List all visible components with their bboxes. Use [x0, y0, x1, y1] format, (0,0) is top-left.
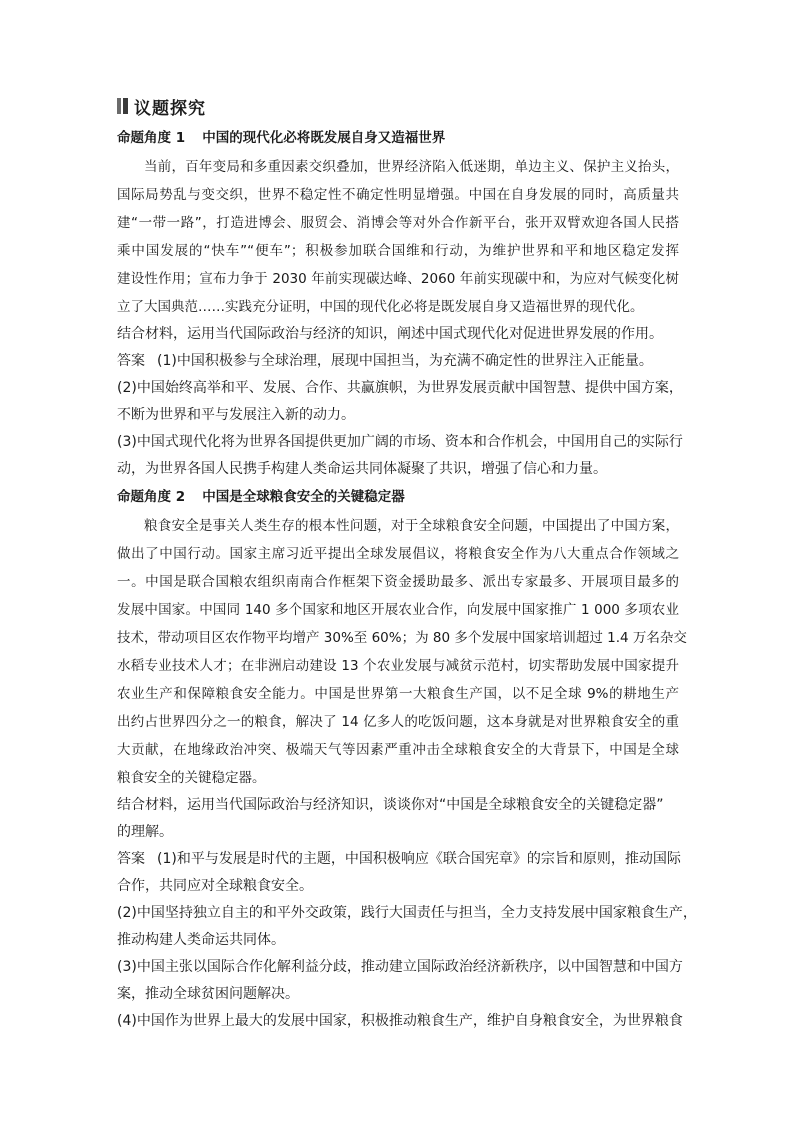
- topic-material: [117, 153, 679, 321]
- answer-line: (3)中国主张以国际合作化解利益分歧，推动建立国际政治经济新秩序，以中国智慧和中国方: [117, 959, 683, 975]
- material-line: 建“一带一路”，打造进博会、服贸会、消博会等对外合作新平台，张开双臂欢迎各国人民搭: [117, 215, 679, 231]
- question-text: 结合材料，运用当代国际政治与经济的知识，阐述中国式现代化对促进世界发展的作用。: [117, 326, 663, 342]
- answer-line: [117, 846, 679, 873]
- material-line: 粮食安全是事关人类生存的根本性问题，对于全球粮食安全问题，中国提出了中国方案，: [144, 518, 679, 534]
- answer-block: [117, 846, 697, 1035]
- material-line: 立了大国典范……实践充分证明，中国的现代化必将是既发展自身又造福世界的现代化。: [117, 299, 644, 315]
- topic-title: 中国是全球粮食安全的关键稳定器: [202, 489, 405, 505]
- topic-heading: [117, 483, 679, 512]
- material-line: 出约占世界四分之一的粮食，解决了 14 亿多人的吃饭问题，这本身就是对世界粮食安全的重: [117, 714, 679, 730]
- material-line: 做出了中国行动。国家主席习近平提出全球发展倡议，将粮食安全作为八大重点合作领域之: [117, 546, 679, 562]
- answer-text: (1)中国积极参与全球治理，展现中国担当，为充满不确定性的世界注入正能量。: [157, 353, 653, 369]
- content-body: [117, 124, 697, 1035]
- section-title: 议题探究: [134, 98, 206, 119]
- answer-line: 合作，共同应对全球粮食安全。: [117, 878, 313, 894]
- topic-title: 中国的现代化必将既发展自身又造福世界: [202, 130, 446, 146]
- topic-material: [117, 512, 687, 792]
- section-bar-icon: [117, 98, 128, 114]
- answer-line: (3)中国式现代化将为世界各国提供更加广阔的市场、资本和合作机会，中国用自己的实际行: [117, 434, 683, 450]
- answer-label: 答案: [117, 851, 145, 867]
- topic-label: 命题角度 2: [117, 489, 186, 505]
- question-text: 结合材料，运用当代国际政治与经济知识，谈谈你对“中国是全球粮食安全的关键稳定器”: [117, 797, 664, 813]
- material-line: 当前，百年变局和多重因素交织叠加，世界经济陷入低迷期，单边主义、保护主义抬头，: [144, 159, 679, 175]
- answer-line: [117, 348, 679, 375]
- answer-label: 答案: [117, 353, 145, 369]
- topic-heading: [117, 124, 679, 153]
- topic-label: 命题角度 1: [117, 130, 186, 146]
- answer-text: (1)和平与发展是时代的主题，中国积极响应《联合国宪章》的宗旨和原则，推动国际: [157, 851, 681, 867]
- material-line: 发展中国家。中国同 140 多个国家和地区开展农业合作，向发展中国家推广 1 000 多项农业: [117, 602, 679, 618]
- material-line: 农业生产和保障粮食安全能力。中国是世界第一大粮食生产国，以不足全球 9%的耕地生产: [117, 686, 679, 702]
- answer-line: (2)中国坚持独立自主的和平外交政策，践行大国责任与担当，全力支持发展中国家粮食生产，: [117, 905, 697, 921]
- answer-line: (2)中国始终高举和平、发展、合作、共赢旗帜，为世界发展贡献中国智慧、提供中国方案，: [117, 380, 683, 396]
- answer-line: 动，为世界各国人民携手构建人类命运共同体凝聚了共识，增强了信心和力量。: [117, 461, 607, 477]
- material-line: 乘中国发展的“快车”“便车”；积极参加联合国维和行动，为维护世界和平和地区稳定发挥: [117, 243, 679, 259]
- section-header: [117, 94, 206, 118]
- answer-line: (4)中国作为世界上最大的发展中国家，积极推动粮食生产，维护自身粮食安全，为世界粮食: [117, 1013, 683, 1029]
- material-line: 水稻专业技术人才；在非洲启动建设 13 个农业发展与减贫示范村，切实帮助发展中国家提升: [117, 658, 679, 674]
- question-text: 的理解。: [117, 824, 173, 840]
- material-line: 国际局势乱与变交织，世界不稳定性不确定性明显增强。中国在自身发展的同时，高质量共: [117, 187, 679, 203]
- answer-line: 不断为世界和平与发展注入新的动力。: [117, 407, 355, 423]
- answer-block: [117, 348, 683, 483]
- material-line: 技术，带动项目区农作物平均增产 30%至 60%；为 80 多个发展中国家培训超过 1.4 万名杂交: [117, 630, 687, 646]
- material-line: 一。中国是联合国粮农组织南南合作框架下资金援助最多、派出专家最多、开展项目最多的: [117, 574, 679, 590]
- material-line: 大贡献，在地缘政治冲突、极端天气等因素严重冲击全球粮食安全的大背景下，中国是全球: [117, 742, 679, 758]
- answer-line: 推动构建人类命运共同体。: [117, 932, 285, 948]
- material-line: 粮食安全的关键稳定器。: [117, 770, 266, 786]
- material-line: 建设性作用；宣布力争于 2030 年前实现碳达峰、2060 年前实现碳中和，为应对气候变化树: [117, 271, 679, 287]
- answer-line: 案，推动全球贫困问题解决。: [117, 986, 299, 1002]
